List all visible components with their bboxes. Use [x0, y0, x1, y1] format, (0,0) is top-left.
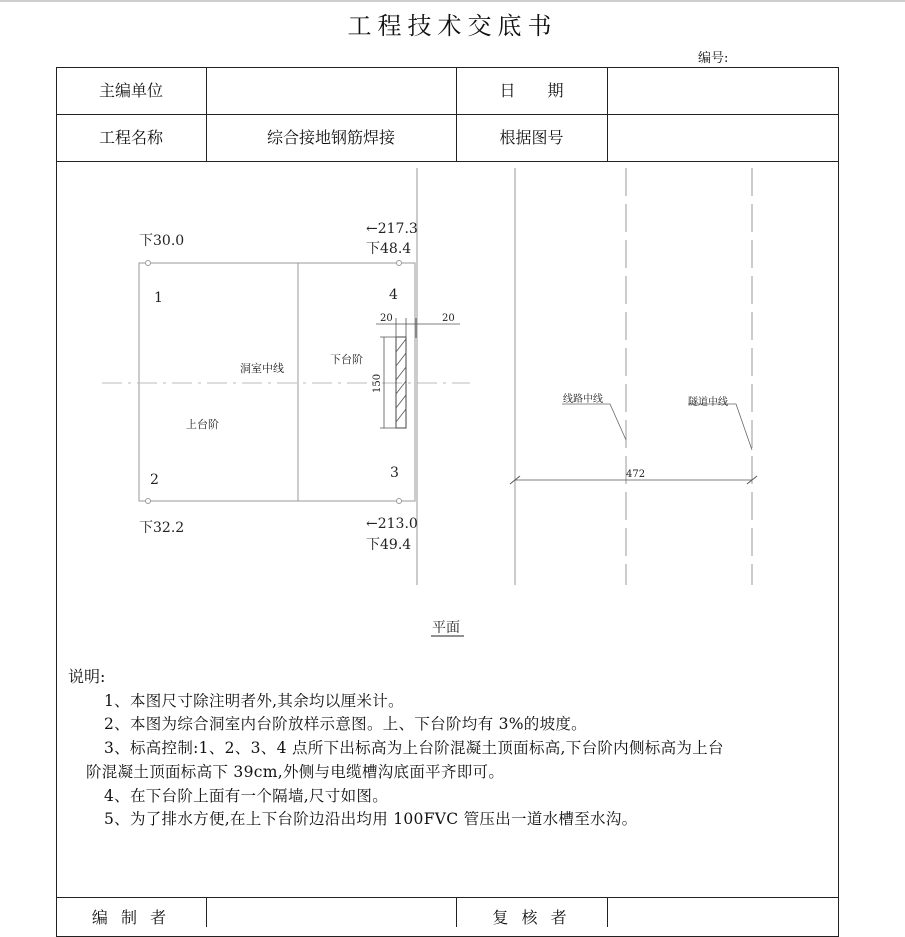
station-top-right: ←217.3	[366, 221, 418, 237]
dimension-20-left: 20	[380, 313, 393, 324]
project-name-label: 工程名称	[98, 128, 163, 147]
note-5: 5、为了排水方便,在上下台阶边沿出均用 100FVC 管压出一道水槽至水沟。	[104, 810, 638, 828]
elevation-bottom-left: 下32.2	[139, 520, 185, 536]
point-1-label: 1	[154, 290, 163, 306]
tunnel-centerline-leader	[688, 404, 752, 450]
point-3-label: 3	[390, 465, 399, 481]
route-centerline-label: 线路中线	[563, 394, 603, 405]
note-3: 3、标高控制:1、2、3、4 点所下出标高为上台阶混凝土顶面标高,下台阶内侧标高为上台	[104, 739, 724, 757]
point-4-label: 4	[389, 287, 398, 303]
corner-marker-1	[146, 261, 151, 266]
corner-marker-2	[146, 499, 151, 504]
document-number-label: 编号:	[698, 51, 729, 66]
document-title: 工程技术交底书	[347, 12, 558, 40]
note-4: 4、在下台阶上面有一个隔墙,尺寸如图。	[104, 787, 388, 805]
corner-marker-3	[397, 499, 402, 504]
note-3-continued: 阶混凝土顶面标高下 39cm,外侧与电缆槽沟底面平齐即可。	[86, 763, 505, 781]
dimension-150: 150	[372, 373, 383, 393]
tunnel-centerline-label: 隧道中线	[688, 397, 728, 408]
notes-heading: 说明:	[68, 667, 106, 686]
drawing-number-label: 根据图号	[499, 128, 564, 147]
upper-step-label: 上台阶	[186, 418, 219, 431]
lower-step-label: 下台阶	[330, 353, 363, 366]
reviewer-label: 复 核 者	[492, 908, 571, 927]
date-label: 日 期	[499, 81, 564, 100]
elevation-top-left: 下30.0	[139, 233, 185, 249]
author-label: 编 制 者	[91, 908, 171, 927]
elevation-bottom-right: 下49.4	[366, 537, 412, 553]
point-2-label: 2	[150, 472, 159, 488]
note-2: 2、本图为综合洞室内台阶放样示意图。上、下台阶均有 3%的坡度。	[104, 715, 587, 733]
dimension-20-right: 20	[442, 313, 455, 324]
note-1: 1、本图尺寸除注明者外,其余均以厘米计。	[104, 692, 404, 710]
unit-label: 主编单位	[98, 81, 163, 100]
drawing-caption: 平面	[432, 620, 460, 636]
dimension-472: 472	[626, 469, 646, 480]
chamber-centerline-label: 洞室中线	[240, 362, 284, 375]
project-name-value: 综合接地钢筋焊接	[266, 128, 395, 147]
corner-marker-4	[397, 261, 402, 266]
station-bottom-right: ←213.0	[366, 516, 418, 532]
route-centerline-leader	[562, 404, 626, 440]
elevation-top-right: 下48.4	[366, 241, 412, 257]
